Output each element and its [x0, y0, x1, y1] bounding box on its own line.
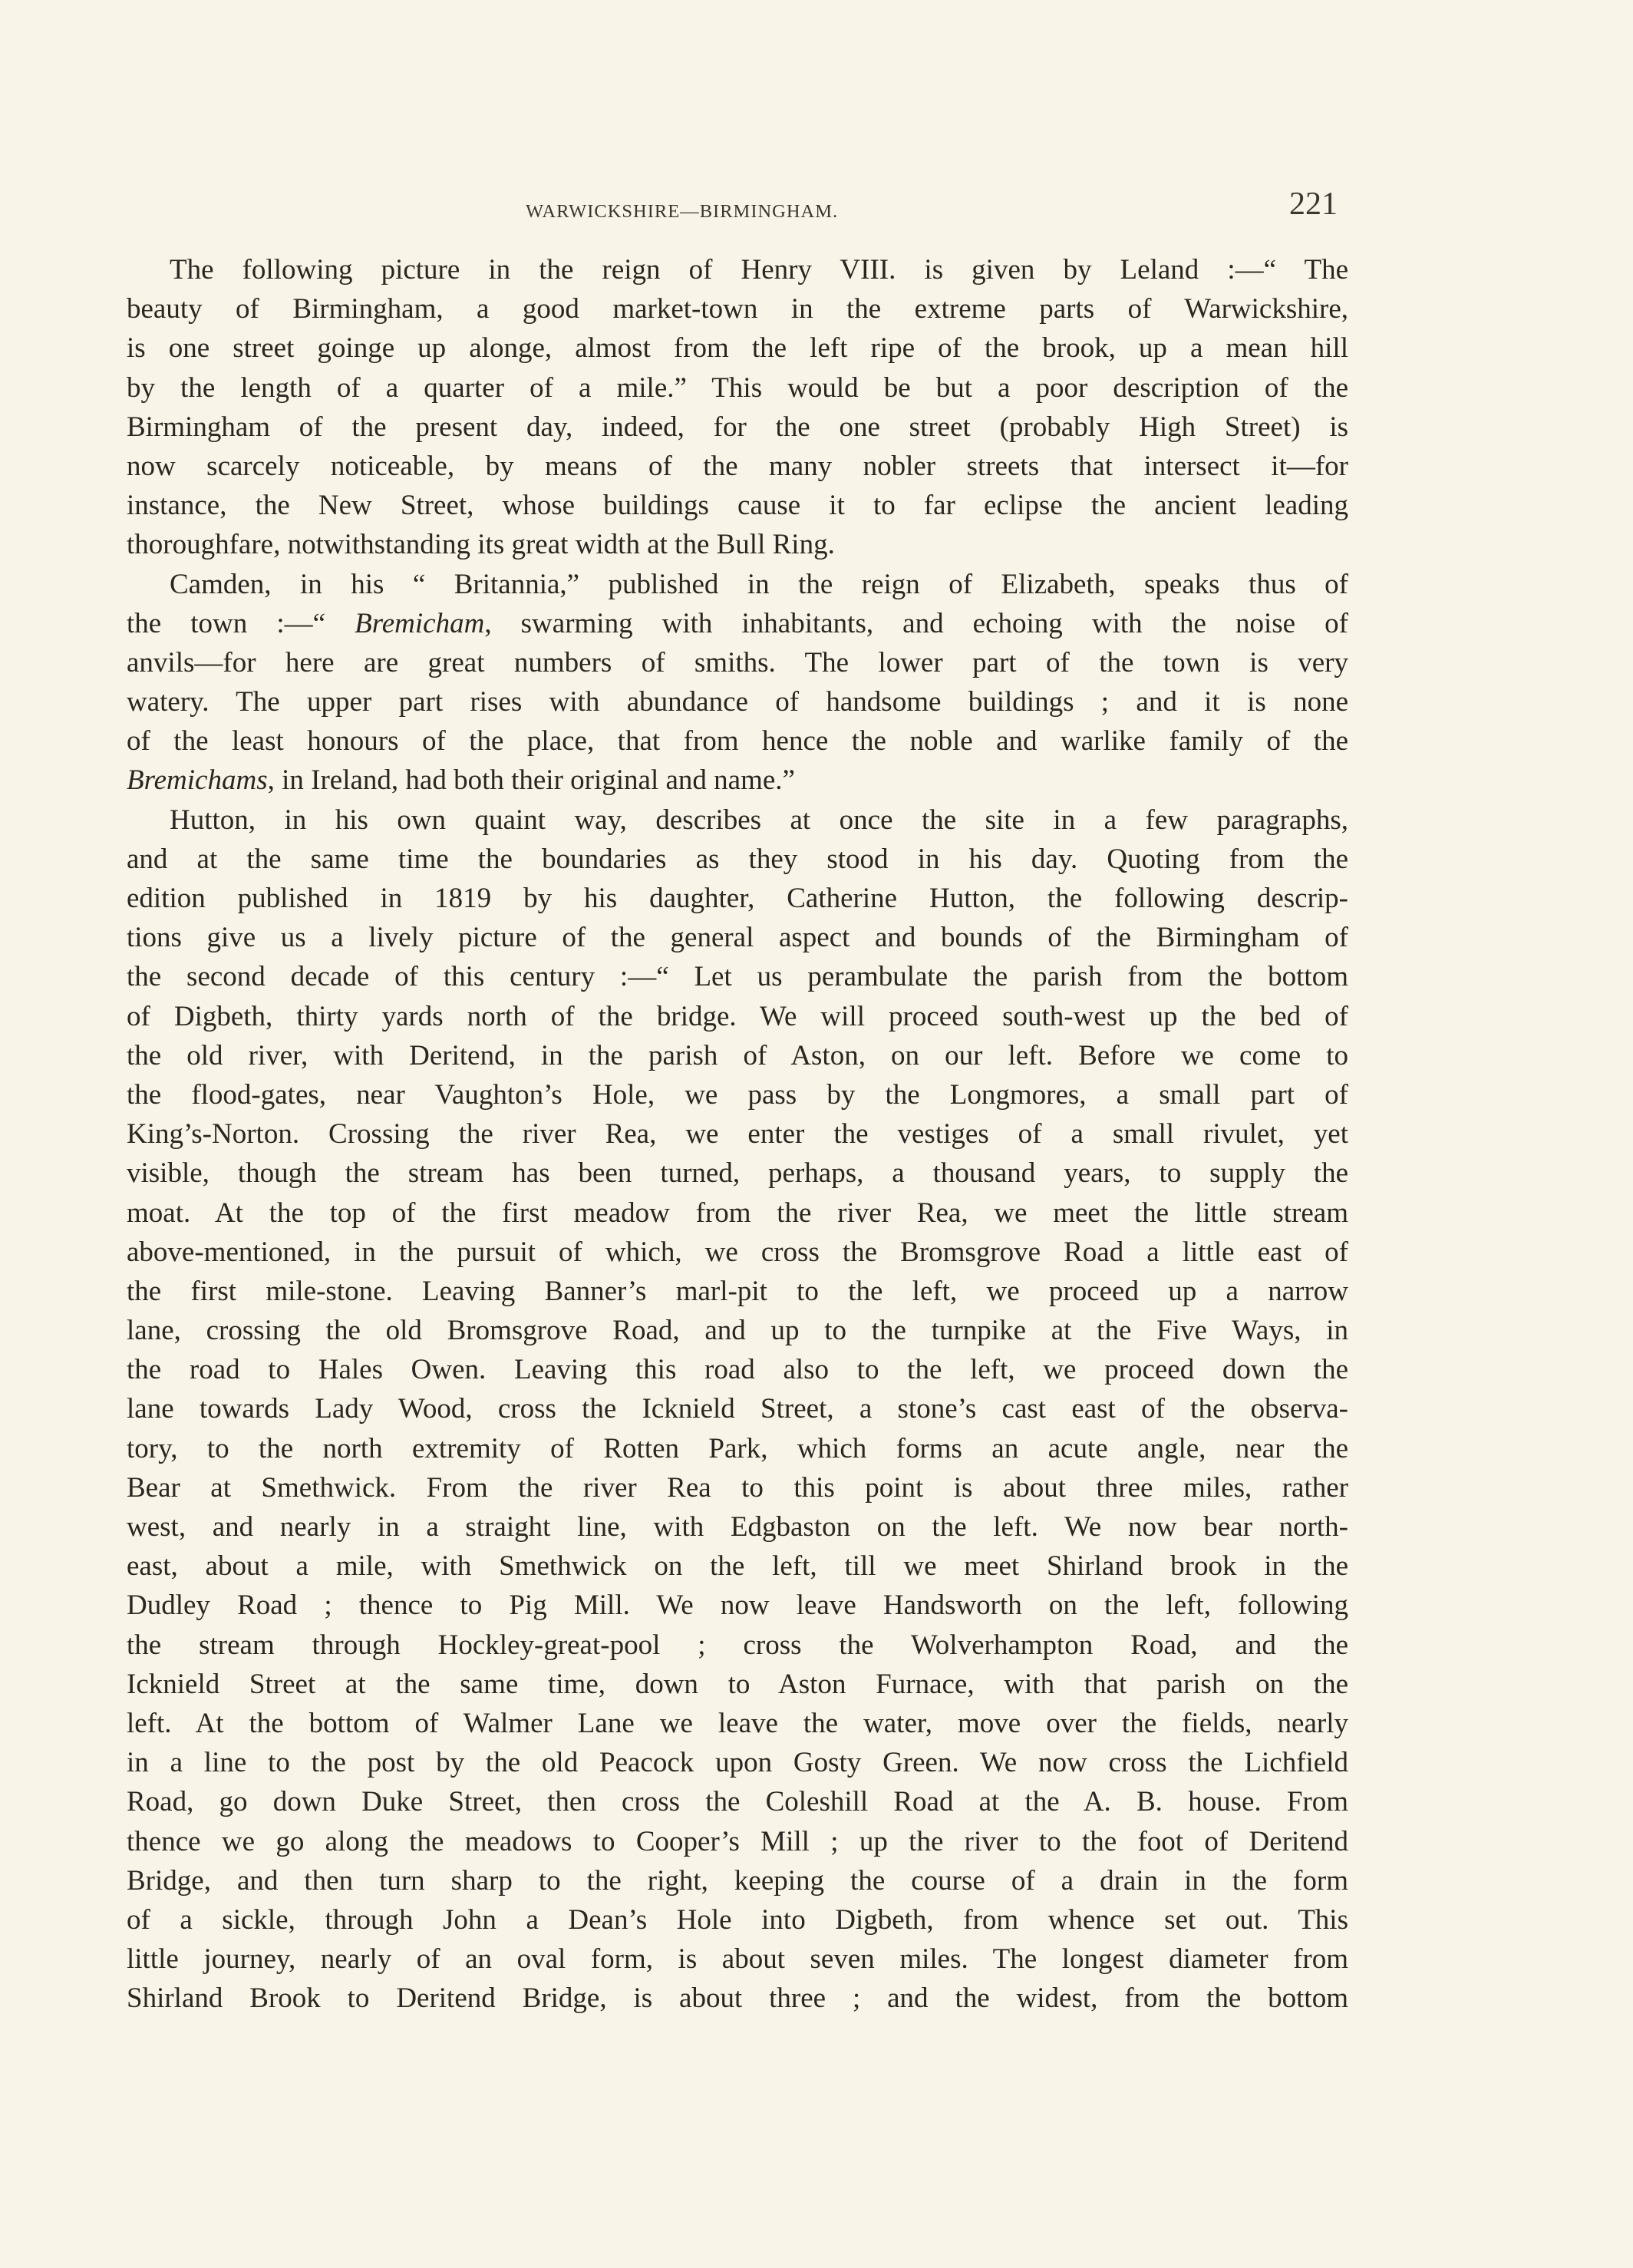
text-line: thence we go along the meadows to Cooper’s Mill ; up the river to the foot of Deritend	[127, 1825, 1348, 1857]
text-line: Icknield Street at the same time, down to Aston Furnace, with that parish on the	[127, 1668, 1348, 1700]
text-line: Shirland Brook to Deritend Bridge, is about three ; and the widest, from the bottom	[127, 1982, 1348, 2015]
text-line: Camden, in his “ Britannia,” published in the reign of Elizabeth, speaks thus of	[170, 568, 1348, 600]
text-line: Bear at Smethwick. From the river Rea to this point is about three miles, rather	[127, 1471, 1348, 1504]
text-line: of the least honours of the place, that from hence the noble and warlike family of the	[127, 725, 1348, 758]
text-line: is one street goinge up alonge, almost from the left ripe of the brook, up a mean hill	[127, 332, 1348, 365]
text-line: instance, the New Street, whose buildings cause it to far eclipse the ancient leading	[127, 490, 1348, 522]
text-line: west, and nearly in a straight line, with Edgbaston on the left. We now bear north-	[127, 1511, 1348, 1543]
text-line: visible, though the stream has been turned, perhaps, a thousand years, to supply the	[127, 1157, 1348, 1190]
text-segment: , in Ireland, had both their original and name.”	[267, 764, 795, 797]
text-line: tory, to the north extremity of Rotten Park, which forms an acute angle, near the	[127, 1432, 1348, 1464]
text-line: edition published in 1819 by his daughter, Catherine Hutton, the following descrip-	[127, 883, 1348, 914]
text-line: and at the same time the boundaries as they stood in his day. Quoting from the	[127, 843, 1348, 875]
italic-place-name: Bremicham	[355, 607, 485, 639]
text-line: of a sickle, through John a Dean’s Hole into Digbeth, from whence set out. This	[127, 1903, 1348, 1936]
text-line: the road to Hales Owen. Leaving this road also to the left, we proceed down the	[127, 1354, 1348, 1386]
text-line: moat. At the top of the first meadow from the river Rea, we meet the little stream	[127, 1197, 1348, 1229]
text-line: King’s-Norton. Crossing the river Rea, we enter the vestiges of a small rivulet, yet	[127, 1118, 1348, 1151]
text-line: left. At the bottom of Walmer Lane we leave the water, move over the fields, nearly	[127, 1707, 1348, 1739]
text-line: above-mentioned, in the pursuit of which, we cross the Bromsgrove Road a little east of	[127, 1236, 1348, 1268]
text-line-mixed	[127, 604, 1348, 643]
paragraph-leland	[127, 250, 1348, 565]
text-segment: , swarming with inhabitants, and echoing with the noise of	[484, 607, 1348, 639]
text-line: lane towards Lady Wood, cross the Icknield Street, a stone’s cast east of the observa-	[127, 1393, 1348, 1425]
text-line: by the length of a quarter of a mile.” This would be but a poor description of the	[127, 371, 1348, 404]
page-number: 221	[1289, 187, 1338, 222]
text-line: Road, go down Duke Street, then cross the Coleshill Road at the A. B. house. From	[127, 1786, 1348, 1818]
text-line: anvils—for here are great numbers of smiths. The lower part of the town is very	[127, 646, 1348, 678]
text-line: east, about a mile, with Smethwick on the left, till we meet Shirland brook in the	[127, 1550, 1348, 1583]
text-line: Birmingham of the present day, indeed, for the one street (probably High Street) is	[127, 411, 1348, 443]
text-line: the second decade of this century :—“ Let us perambulate the parish from the bottom	[127, 961, 1348, 993]
text-line-mixed	[127, 761, 1348, 800]
text-line: the stream through Hockley-great-pool ; cross the Wolverhampton Road, and the	[127, 1629, 1348, 1661]
italic-family-name: Bremichams	[127, 764, 268, 797]
text-line: watery. The upper part rises with abundance of handsome buildings ; and it is none	[127, 686, 1348, 718]
text-segment: the town :—“	[127, 607, 355, 639]
text-line: beauty of Birmingham, a good market-town in the extreme parts of Warwickshire,	[127, 293, 1348, 325]
text-line: thoroughfare, notwithstanding its great width at the Bull Ring.	[127, 529, 835, 561]
text-line: of Digbeth, thirty yards north of the bridge. We will proceed south-west up the bed of	[127, 1000, 1348, 1032]
text-line: now scarcely noticeable, by means of the many nobler streets that intersect it—for	[127, 450, 1348, 482]
text-line: the first mile-stone. Leaving Banner’s marl-pit to the left, we proceed up a narrow	[127, 1275, 1348, 1307]
text-line: little journey, nearly of an oval form, is about seven miles. The longest diameter from	[127, 1943, 1348, 1976]
paragraph-camden	[127, 565, 1348, 801]
paragraph-hutton	[127, 801, 1348, 2019]
text-line: the flood-gates, near Vaughton’s Hole, we pass by the Longmores, a small part of	[127, 1078, 1348, 1111]
text-line: the old river, with Deritend, in the parish of Aston, on our left. Before we come to	[127, 1039, 1348, 1071]
text-line: lane, crossing the old Bromsgrove Road, and up to the turnpike at the Five Ways, in	[127, 1315, 1348, 1347]
text-line: Hutton, in his own quaint way, describes at once the site in a few paragraphs,	[170, 804, 1348, 836]
text-line: in a line to the post by the old Peacock upon Gosty Green. We now cross the Lichfield	[127, 1747, 1348, 1779]
text-line: The following picture in the reign of Henry VIII. is given by Leland :—“ The	[170, 254, 1348, 286]
text-line: Bridge, and then turn sharp to the right, keeping the course of a drain in the form	[127, 1864, 1348, 1897]
body-text	[127, 250, 1348, 2018]
running-head: WARWICKSHIRE—BIRMINGHAM.	[526, 201, 839, 222]
text-line: Dudley Road ; thence to Pig Mill. We now leave Handsworth on the left, following	[127, 1590, 1348, 1622]
text-line: tions give us a lively picture of the general aspect and bounds of the Birmingham of	[127, 922, 1348, 954]
